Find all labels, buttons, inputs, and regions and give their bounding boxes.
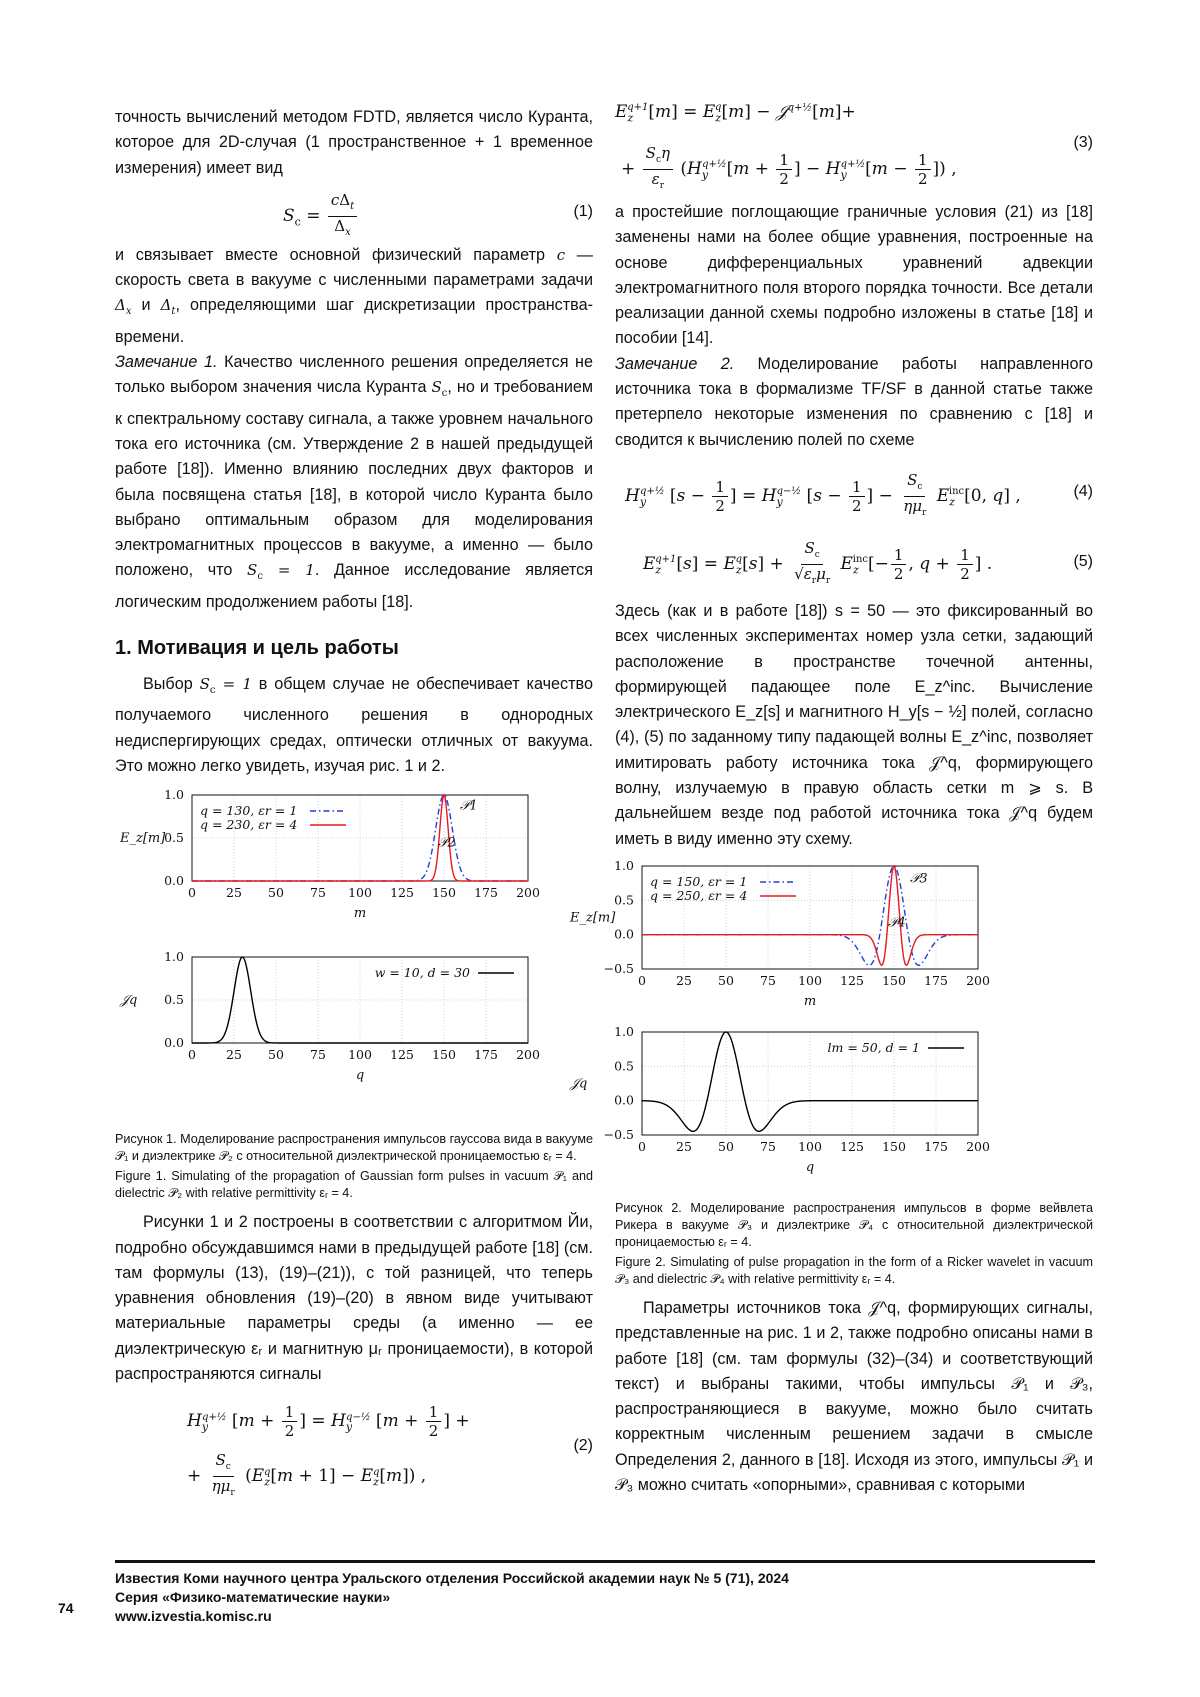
paragraph: а простейшие поглощающие граничные условия (21) из [18] заменены нами на более общие уравнения, построенные на основе дифференциальных уравнений адвекции электромагнитного поля второго порядка точности. Все детали реализации данной схемы подробно изложены в статье [18] и пособии [14]. [615, 203, 1093, 348]
x-tick-label: 200 [966, 972, 990, 988]
x-tick-label: 200 [516, 885, 540, 901]
series-label: 𝒫2 [438, 835, 456, 851]
x-tick-label: 50 [718, 1138, 734, 1154]
y-tick-label: 0.0 [614, 1092, 634, 1108]
left-column [115, 105, 593, 1497]
x-tick-label: 150 [882, 1138, 906, 1154]
y-axis-label: 𝒥q [570, 1076, 588, 1092]
x-tick-label: 100 [798, 972, 822, 988]
y-tick-label: 0.0 [614, 926, 634, 942]
x-tick-label: 25 [676, 1138, 692, 1154]
x-axis-label: m [353, 906, 367, 922]
x-tick-label: 125 [840, 972, 864, 988]
paragraph: Здесь (как и в работе [18]) s = 50 — это фиксированный во всех численных экспериментах номер узла сетки, задающий расположение в пространстве точечной антенны, формирующей падающее поле E_z^inc. Вычисление электрического E_z[s] и магнитного H_y[s − ½] полей, согласно (4), (5) по заданному типу падающей волны E_z^inc, позволяет имитировать работу источника тока 𝒥^q, формирующего волну, излучаемую в правую область сетки m ⩾ s. В дальнейшем везде под работой источника тока 𝒥^q будем иметь в виду именно эту схему. [615, 601, 1093, 848]
y-tick-label: 0.5 [614, 892, 634, 908]
legend-label: q = 230, εr = 4 [200, 817, 298, 833]
x-tick-label: 0 [638, 1138, 646, 1154]
section-title: 1. Мотивация и цель работы [115, 637, 399, 660]
x-tick-label: 100 [798, 1138, 822, 1154]
series-label: 𝒫1 [460, 798, 478, 814]
x-axis-label: q [355, 1068, 365, 1084]
equation-number: (3) [1073, 134, 1093, 151]
x-tick-label: 75 [760, 972, 776, 988]
paragraph: точность вычислений методом FDTD, является число Куранта, которое для 2D-случая (1 пространственное + 1 временное измерения) имеет вид [115, 108, 593, 177]
remark-2: Замечание 2. Моделирование работы направленного источника тока в формализме TF/SF в данной статье также претерпело некоторые изменения по сравнению с [18] и сводится к вычислению полей по схеме [615, 354, 1093, 449]
x-tick-label: 175 [924, 1138, 948, 1154]
y-tick-label: 0.5 [164, 992, 184, 1008]
y-tick-label: −0.5 [603, 1126, 634, 1142]
legend-label: q = 150, εr = 1 [650, 873, 748, 889]
paragraph: и связывает вместе основной физический параметр c — скорость света в вакууме с численными параметрами задачи $\Delta_x$ и $\Delta_t$, определяющими шаг дискретизации пространства-времени. [115, 245, 593, 346]
x-tick-label: 75 [310, 885, 326, 901]
y-tick-label: 1.0 [614, 1023, 634, 1039]
x-tick-label: 175 [474, 885, 498, 901]
x-tick-label: 25 [226, 1047, 242, 1063]
x-tick-label: 175 [474, 1047, 498, 1063]
paragraph: Параметры источников тока 𝒥^q, формирующих сигналы, представленные на рис. 1 и 2, также подробно описаны нами в работе [18] (см. там формулы (32)–(34) и соответствующий текст) и выбраны такими, чтобы импульсы 𝒫₁ и 𝒫₃, распространяющиеся в вакууме, можно было считать корректным численным решением задачи в смысле Определения 2, данного в [18]. Исходя из этого, импульсы 𝒫₁ и 𝒫₃ можно считать «опорными», сравнивая с которыми [615, 1298, 1093, 1495]
legend-label: q = 130, εr = 1 [200, 803, 298, 819]
journal-title: Известия Коми научного центра Уральского отделения Российской академии наук № 5 (71), 2024 [115, 1570, 789, 1586]
y-tick-label: 1.0 [614, 857, 634, 873]
x-tick-label: 100 [348, 1047, 372, 1063]
series-label: 𝒫3 [910, 871, 928, 887]
figure-2-plot [570, 857, 1093, 1196]
x-tick-label: 150 [432, 885, 456, 901]
equation-number: (1) [573, 202, 593, 220]
equation-5: $E_z^{q+1}[s] = E_z^q[s]$ + $\frac{S_c}{√\varepsilon_r\mu_r}$ $E_z^{inc}[-$ $\frac{1}{2}$ , q + $\frac{1}{2}$ ] . (5) [643, 538, 1093, 586]
equation-1: $S_c$ = $\frac{c\Delta_t}{\Delta_x}$ (1) [283, 190, 593, 238]
equation-number: (5) [1073, 552, 1093, 570]
journal-series: Серия «Физико-математические науки» [115, 1589, 391, 1605]
x-tick-label: 125 [840, 1138, 864, 1154]
figure-2-caption-ru: Рисунок 2. Моделирование распространения импульсов в форме вейвлета Рикера в вакууме 𝒫₃ и диэлектрике 𝒫₄ с относительной диэлектрической проницаемостью εᵣ = 4. [615, 1200, 1093, 1249]
y-tick-label: 0.5 [614, 1058, 634, 1074]
figure-1-plot [115, 787, 593, 1127]
y-axis-label: E_z[m] [570, 910, 616, 926]
figure-1-caption-ru: Рисунок 1. Моделирование распространения импульсов гауссова вида в вакууме 𝒫₁ и диэлектрике 𝒫₂ с относительной диэлектрической проницаемостью εᵣ = 4. [115, 1132, 593, 1164]
legend-label: q = 250, εr = 4 [650, 887, 748, 903]
y-axis-label: E_z[m] [120, 831, 166, 847]
x-tick-label: 200 [516, 1047, 540, 1063]
x-tick-label: 75 [310, 1047, 326, 1063]
x-tick-label: 150 [882, 972, 906, 988]
x-tick-label: 125 [390, 1047, 414, 1063]
figure-1 [115, 787, 593, 1127]
x-tick-label: 0 [188, 1047, 196, 1063]
x-tick-label: 0 [188, 885, 196, 901]
equation-2: $H_y^{q+\frac{1}{2}}$ [m + $\frac{1}{2}$ ] = $H_y^{q-\frac{1}{2}}$ [m + $\frac{1}{2}$ ] + + $\frac{S_c}{\eta\mu_r}$ $(E_z^q[m + 1] - E_z^q[m])$ , (2) [187, 1403, 593, 1499]
equation-number: (4) [1073, 482, 1093, 500]
x-tick-label: 100 [348, 885, 372, 901]
figure-2-caption-en: Figure 2. Simulating of pulse propagation in the form of a Ricker wavelet in vacuum 𝒫₃ and dielectric 𝒫₄ with relative permittivity εᵣ = 4. [615, 1254, 1093, 1286]
legend-label: lm = 50, d = 1 [827, 1039, 920, 1055]
y-tick-label: 0.0 [164, 1035, 184, 1051]
footer-rule [115, 1560, 1095, 1563]
x-axis-label: m [803, 993, 817, 1009]
right-column [570, 100, 1093, 1498]
y-tick-label: 1.0 [164, 787, 184, 803]
y-tick-label: −0.5 [603, 960, 634, 976]
x-tick-label: 0 [638, 972, 646, 988]
y-tick-label: 0.0 [164, 873, 184, 889]
y-tick-label: 0.5 [164, 830, 184, 846]
series-label: 𝒫4 [888, 915, 906, 931]
figure-1-caption-en: Figure 1. Simulating of the propagation of Gaussian form pulses in vacuum 𝒫₁ and dielectric 𝒫₂ with relative permittivity εᵣ = 4. [115, 1169, 593, 1201]
x-tick-label: 50 [268, 885, 284, 901]
y-axis-label: 𝒥q [120, 993, 138, 1009]
x-tick-label: 125 [390, 885, 414, 901]
figure-2 [570, 857, 1093, 1196]
journal-url[interactable]: www.izvestia.komisc.ru [115, 1608, 272, 1624]
x-tick-label: 75 [760, 1138, 776, 1154]
remark-1: Замечание 1. Качество численного решения определяется не только выбором значения числа Куранта $S_c$, но и требованием к спектральному составу сигнала, а также уровнем начального тока его источника (см. Утверждение 2 в нашей предыдущей работе [18]). Именно влиянию последних двух факторов и была посвящена статья [18], в которой число Куранта было выбрано оптимальным образом для моделирования электромагнитных процессов в вакууме, а именно — было положено, что $S_c = 1$. Данное исследование является логическим продолжением работы [18]. [115, 353, 593, 611]
y-tick-label: 1.0 [164, 949, 184, 965]
x-axis-label: q [805, 1159, 815, 1175]
x-tick-label: 25 [226, 885, 242, 901]
legend-label: w = 10, d = 30 [374, 965, 470, 981]
equation-number: (2) [573, 1437, 593, 1455]
x-tick-label: 175 [924, 972, 948, 988]
page-footer [115, 1560, 1095, 1626]
x-tick-label: 50 [268, 1047, 284, 1063]
x-tick-label: 150 [432, 1047, 456, 1063]
paragraph: Выбор $S_c = 1$ в общем случае не обеспечивает качество получаемого численного решения в однородных недиспергирующих средах, оптически отличных от вакуума. Это можно легко увидеть, изучая рис. 1 и 2. [115, 675, 593, 775]
page-number: 74 [58, 1600, 74, 1616]
x-tick-label: 25 [676, 972, 692, 988]
equation-3: $E_z^{q+1}[m] = E_z^q[m]$ − 𝒥$^{q+\frac{1}{2}}$[m]+ + $\frac{S_c\eta}{\varepsilon_r}$ ($H_y^{q+\frac{1}{2}}[m$ + $\frac{1}{2}$ ] − $H_y^{q+\frac{1}{2}}[m$ − $\frac{1}{2}$ ]) , (3) [615, 102, 1093, 191]
paragraph: Рисунки 1 и 2 построены в соответствии с алгоритмом Йи, подробно обсуждавшимся нами в предыдущей работе [18] (см. там формулы (13), (19)–(21)), с той разницей, что теперь уравнения обновления (19)–(20) в явном виде учитывают материальные параметры среды (а именно — ее диэлектрическую εᵣ и магнитную μᵣ проницаемости), в которой распространяются сигналы [115, 1213, 593, 1384]
x-tick-label: 200 [966, 1138, 990, 1154]
equation-4: $H_y^{q+\frac{1}{2}}$ [s − $\frac{1}{2}$ ] = $H_y^{q-\frac{1}{2}}$ [s − $\frac{1}{2}$ ] − $\frac{S_c}{\eta\mu_r}$ $E_z^{inc}[0$, q] , (4) [625, 470, 1093, 518]
x-tick-label: 50 [718, 972, 734, 988]
